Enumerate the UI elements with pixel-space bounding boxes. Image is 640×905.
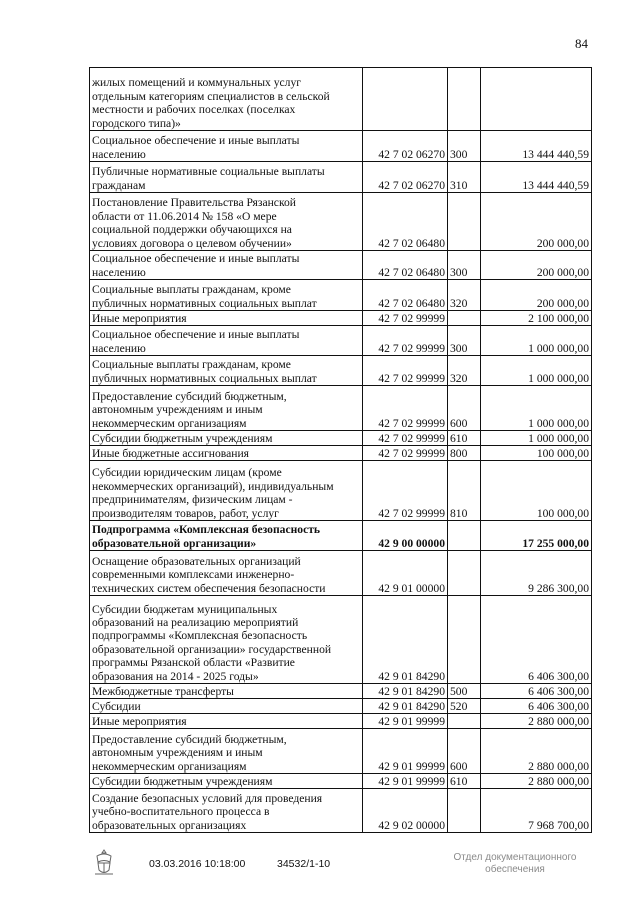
row-csr-code-cell: 42 7 02 99999	[363, 446, 448, 461]
row-expense-type-cell: 810	[448, 461, 481, 521]
row-expense-type-cell: 320	[448, 356, 481, 386]
row-name-cell: Субсидии бюджетам муниципальных образований на реализацию мероприятий подпрограммы «Комплексная безопасность образовательной организации» государственной программы Рязанской области «Развитие образования на 2014 - 2025 годы»	[90, 596, 363, 684]
table-row	[90, 446, 592, 461]
row-name-cell: Иные мероприятия	[90, 311, 363, 326]
row-csr-code-cell: 42 9 01 99999	[363, 714, 448, 729]
row-amount-cell: 6 406 300,00	[481, 596, 592, 684]
row-expense-type-cell: 320	[448, 280, 481, 311]
row-name-cell: Публичные нормативные социальные выплаты гражданам	[90, 162, 363, 193]
table-row	[90, 596, 592, 684]
row-expense-type-cell	[448, 68, 481, 131]
row-amount-cell: 13 444 440,59	[481, 162, 592, 193]
row-expense-type-cell: 600	[448, 386, 481, 431]
budget-table-body	[90, 68, 592, 833]
row-name-cell: Межбюджетные трансферты	[90, 684, 363, 699]
row-name-cell: Подпрограмма «Комплексная безопасность образовательной организации»	[90, 521, 363, 551]
footer-department-watermark: Отдел документационного обеспечения	[453, 852, 577, 875]
row-amount-cell: 13 444 440,59	[481, 131, 592, 162]
row-csr-code-cell: 42 7 02 99999	[363, 311, 448, 326]
row-csr-code-cell: 42 9 00 00000	[363, 521, 448, 551]
table-row	[90, 521, 592, 551]
row-name-cell: Социальное обеспечение и иные выплаты населению	[90, 251, 363, 280]
row-name-cell: Субсидии	[90, 699, 363, 714]
row-csr-code-cell: 42 9 02 00000	[363, 789, 448, 833]
row-name-cell: Иные бюджетные ассигнования	[90, 446, 363, 461]
row-csr-code-cell: 42 7 02 06480	[363, 280, 448, 311]
row-name-cell: Создание безопасных условий для проведения учебно-воспитательного процесса в образовательных организациях	[90, 789, 363, 833]
table-row	[90, 131, 592, 162]
row-expense-type-cell: 300	[448, 251, 481, 280]
coat-of-arms-stamp-icon	[92, 848, 116, 878]
row-name-cell: Иные мероприятия	[90, 714, 363, 729]
row-expense-type-cell: 300	[448, 131, 481, 162]
table-row	[90, 684, 592, 699]
row-name-cell: Субсидии бюджетным учреждениям	[90, 774, 363, 789]
row-expense-type-cell	[448, 311, 481, 326]
row-amount-cell: 1 000 000,00	[481, 431, 592, 446]
row-name-cell: Социальное обеспечение и иные выплаты населению	[90, 131, 363, 162]
table-row	[90, 68, 592, 131]
row-name-cell: Предоставление субсидий бюджетным, автономным учреждениям и иным некоммерческим организациям	[90, 386, 363, 431]
table-row	[90, 774, 592, 789]
row-expense-type-cell	[448, 789, 481, 833]
row-name-cell: Постановление Правительства Рязанской области от 11.06.2014 № 158 «О мере социальной поддержки обучающихся на условиях договора о целевом обучении»	[90, 193, 363, 251]
table-row	[90, 326, 592, 356]
row-csr-code-cell	[363, 68, 448, 131]
row-csr-code-cell: 42 7 02 99999	[363, 431, 448, 446]
row-csr-code-cell: 42 7 02 06270	[363, 162, 448, 193]
row-csr-code-cell: 42 7 02 06270	[363, 131, 448, 162]
row-expense-type-cell: 310	[448, 162, 481, 193]
table-row	[90, 280, 592, 311]
row-name-cell: Социальные выплаты гражданам, кроме публичных нормативных социальных выплат	[90, 280, 363, 311]
table-row	[90, 714, 592, 729]
row-expense-type-cell: 520	[448, 699, 481, 714]
row-amount-cell: 6 406 300,00	[481, 699, 592, 714]
row-amount-cell: 200 000,00	[481, 280, 592, 311]
row-amount-cell: 200 000,00	[481, 193, 592, 251]
row-amount-cell: 2 880 000,00	[481, 774, 592, 789]
row-amount-cell: 200 000,00	[481, 251, 592, 280]
row-amount-cell: 1 000 000,00	[481, 356, 592, 386]
row-name-cell: Субсидии бюджетным учреждениям	[90, 431, 363, 446]
row-expense-type-cell	[448, 551, 481, 596]
row-expense-type-cell: 800	[448, 446, 481, 461]
table-row	[90, 311, 592, 326]
row-csr-code-cell: 42 9 01 84290	[363, 684, 448, 699]
table-row	[90, 251, 592, 280]
row-csr-code-cell: 42 9 01 99999	[363, 774, 448, 789]
table-row	[90, 789, 592, 833]
row-amount-cell: 2 880 000,00	[481, 714, 592, 729]
row-csr-code-cell: 42 9 01 84290	[363, 699, 448, 714]
table-row	[90, 162, 592, 193]
row-expense-type-cell: 610	[448, 431, 481, 446]
row-amount-cell: 1 000 000,00	[481, 326, 592, 356]
row-amount-cell: 9 286 300,00	[481, 551, 592, 596]
table-row	[90, 699, 592, 714]
row-csr-code-cell: 42 9 01 84290	[363, 596, 448, 684]
row-expense-type-cell: 500	[448, 684, 481, 699]
row-expense-type-cell	[448, 521, 481, 551]
row-expense-type-cell: 600	[448, 729, 481, 774]
row-name-cell: жилых помещений и коммунальных услуг отдельным категориям специалистов в сельской местности и рабочих поселках (поселках городского типа)»	[90, 68, 363, 131]
row-expense-type-cell	[448, 714, 481, 729]
footer-document-number: 34532/1-10	[277, 858, 331, 870]
row-expense-type-cell	[448, 193, 481, 251]
row-amount-cell: 2 880 000,00	[481, 729, 592, 774]
table-row	[90, 729, 592, 774]
table-row	[90, 431, 592, 446]
row-amount-cell: 2 100 000,00	[481, 311, 592, 326]
footer-datetime: 03.03.2016 10:18:00	[149, 858, 246, 870]
row-expense-type-cell: 610	[448, 774, 481, 789]
row-csr-code-cell: 42 7 02 06480	[363, 193, 448, 251]
row-amount-cell: 6 406 300,00	[481, 684, 592, 699]
row-amount-cell: 7 968 700,00	[481, 789, 592, 833]
row-csr-code-cell: 42 9 01 99999	[363, 729, 448, 774]
row-name-cell: Оснащение образовательных организаций современными комплексами инженерно- технических систем обеспечения безопасности	[90, 551, 363, 596]
row-name-cell: Социальное обеспечение и иные выплаты населению	[90, 326, 363, 356]
row-amount-cell	[481, 68, 592, 131]
table-row	[90, 356, 592, 386]
row-amount-cell: 100 000,00	[481, 446, 592, 461]
table-row	[90, 551, 592, 596]
row-name-cell: Социальные выплаты гражданам, кроме публичных нормативных социальных выплат	[90, 356, 363, 386]
budget-table	[89, 67, 592, 833]
row-csr-code-cell: 42 7 02 06480	[363, 251, 448, 280]
row-amount-cell: 17 255 000,00	[481, 521, 592, 551]
table-row	[90, 193, 592, 251]
row-csr-code-cell: 42 7 02 99999	[363, 386, 448, 431]
row-name-cell: Субсидии юридическим лицам (кроме некоммерческих организаций), индивидуальным предпринимателям, физическим лицам - производителям товаров, работ, услуг	[90, 461, 363, 521]
page-number: 84	[575, 36, 588, 51]
row-amount-cell: 1 000 000,00	[481, 386, 592, 431]
row-expense-type-cell: 300	[448, 326, 481, 356]
row-expense-type-cell	[448, 596, 481, 684]
row-csr-code-cell: 42 7 02 99999	[363, 326, 448, 356]
table-row	[90, 386, 592, 431]
row-name-cell: Предоставление субсидий бюджетным, автономным учреждениям и иным некоммерческим организациям	[90, 729, 363, 774]
row-csr-code-cell: 42 7 02 99999	[363, 356, 448, 386]
table-row	[90, 461, 592, 521]
row-amount-cell: 100 000,00	[481, 461, 592, 521]
row-csr-code-cell: 42 9 01 00000	[363, 551, 448, 596]
row-csr-code-cell: 42 7 02 99999	[363, 461, 448, 521]
